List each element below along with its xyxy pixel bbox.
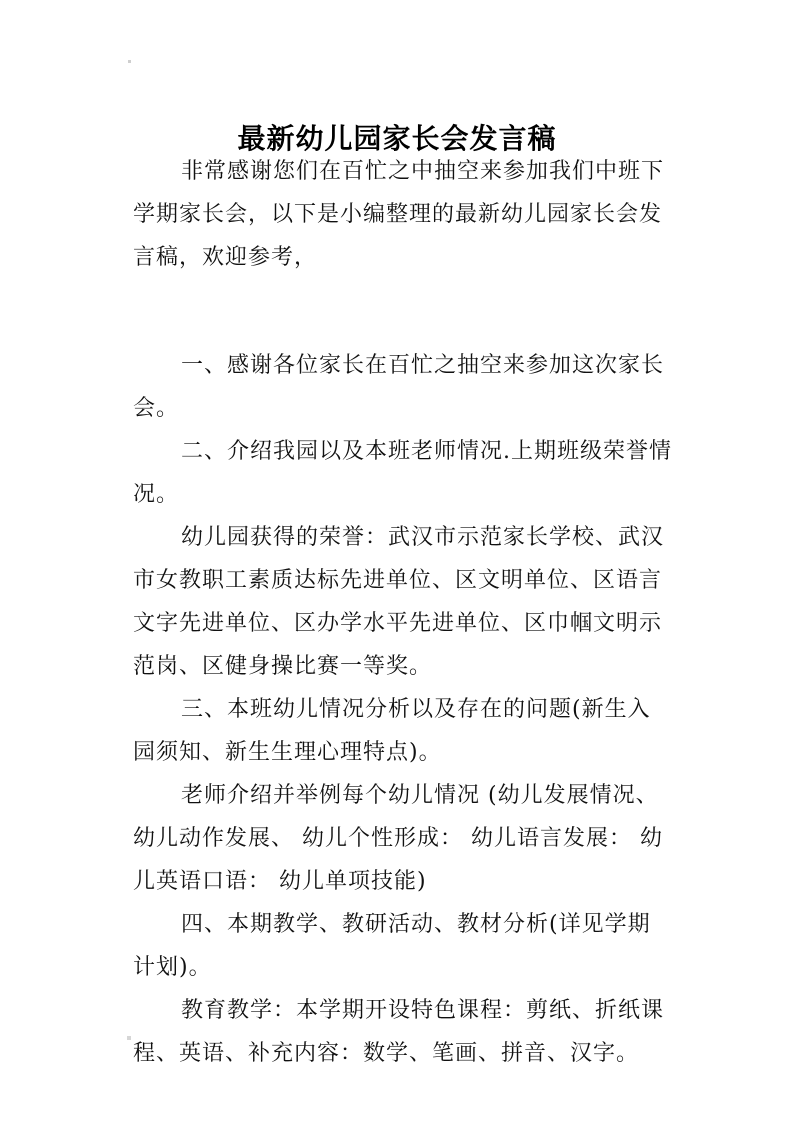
section-one-paragraph: 一、感谢各位家长在百忙之抽空来参加这次家长会。	[133, 353, 665, 421]
scan-speck	[127, 1036, 131, 1040]
intro-paragraph: 非常感谢您们在百忙之中抽空来参加我们中班下学期家长会，以下是小编整理的最新幼儿园家长会发言稿，欢迎参考，	[133, 159, 665, 270]
document-title: 最新幼儿园家长会发言稿	[237, 121, 557, 155]
scan-speck	[128, 60, 131, 63]
document-body	[133, 150, 673, 1075]
honors-paragraph: 幼儿园获得的荣誉：武汉市示范家长学校、武汉市女教职工素质达标先进单位、区文明单位、区语言文字先进单位、区办学水平先进单位、区巾帼文明示范岗、区健身操比赛一等奖。	[133, 525, 665, 679]
paragraph-gap	[133, 279, 673, 344]
teaching-paragraph: 教育教学：本学期开设特色课程：剪纸、折纸课程、英语、补充内容：数学、笔画、拼音、汉字。	[133, 998, 665, 1066]
section-three-paragraph: 三、本班幼儿情况分析以及存在的问题(新生入园须知、新生生理心理特点)。	[133, 697, 651, 765]
section-four-paragraph: 四、本期教学、教研活动、教材分析(详见学期计划)。	[133, 912, 651, 980]
teacher-intro-paragraph: 老师介绍并举例每个幼儿情况 (幼儿发展情况、幼儿动作发展、 幼儿个性形成： 幼儿语言发展： 幼儿英语口语： 幼儿单项技能)	[133, 783, 663, 894]
section-two-paragraph: 二、介绍我园以及本班老师情况.上期班级荣誉情况。	[133, 439, 672, 507]
